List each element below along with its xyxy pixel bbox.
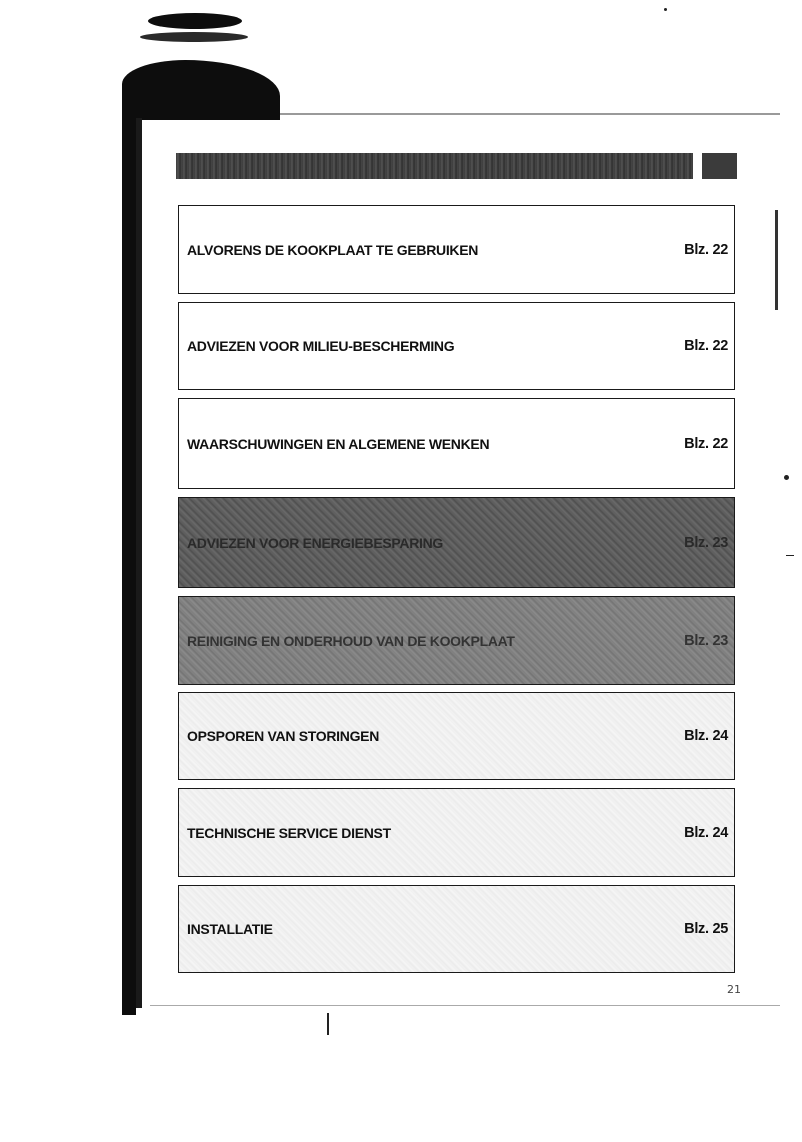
toc-item-page: Blz. 24 [684,728,728,744]
scan-artifact-left-edge [122,115,136,1015]
scan-speck [664,8,667,11]
toc-item-title: OPSPOREN VAN STORINGEN [187,728,380,744]
toc-item-page: Blz. 22 [684,435,728,452]
toc-item-title: REINIGING EN ONDERHOUD VAN DE KOOKPLAAT [187,632,515,649]
toc-item-title: INSTALLATIE [187,921,273,937]
toc-item-page: Blz. 25 [684,921,728,937]
scan-artifact-bottom-line [150,1005,780,1006]
toc-item-title: TECHNISCHE SERVICE DIENST [187,824,391,841]
page-number: 21 [727,983,741,996]
scan-artifact-corner [122,60,280,120]
scan-artifact-left-edge-2 [136,118,142,1008]
toc-item-title: WAARSCHUWINGEN EN ALGEMENE WENKEN [187,435,490,452]
scan-speck [784,475,789,480]
scan-speck [786,555,794,556]
toc-item-title: ALVORENS DE KOOKPLAAT TE GEBRUIKEN [187,241,479,258]
toc-item-page: Blz. 22 [684,241,728,258]
scan-artifact-right-mark [775,210,778,310]
toc-item [178,302,735,390]
toc-item [178,692,735,780]
header-block [702,153,737,179]
toc-item [178,398,735,489]
toc-item-page: Blz. 24 [684,824,728,841]
header-bar [176,153,693,179]
toc-item [178,885,735,973]
toc-item-title: ADVIEZEN VOOR MILIEU-BESCHERMING [187,338,455,354]
scan-artifact-bottom-tick [327,1013,329,1035]
toc-item-page: Blz. 23 [684,632,728,649]
toc-item [178,205,735,294]
scan-artifact-top-oval [148,13,242,29]
toc-item [178,788,735,877]
toc-item [178,596,735,685]
toc-item-page: Blz. 23 [684,534,728,551]
toc-item [178,497,735,588]
scan-artifact-top-oval-2 [140,32,248,42]
scan-artifact-top-line [280,113,780,115]
toc-item-page: Blz. 22 [684,338,728,354]
toc-item-title: ADVIEZEN VOOR ENERGIEBESPARING [187,534,444,551]
